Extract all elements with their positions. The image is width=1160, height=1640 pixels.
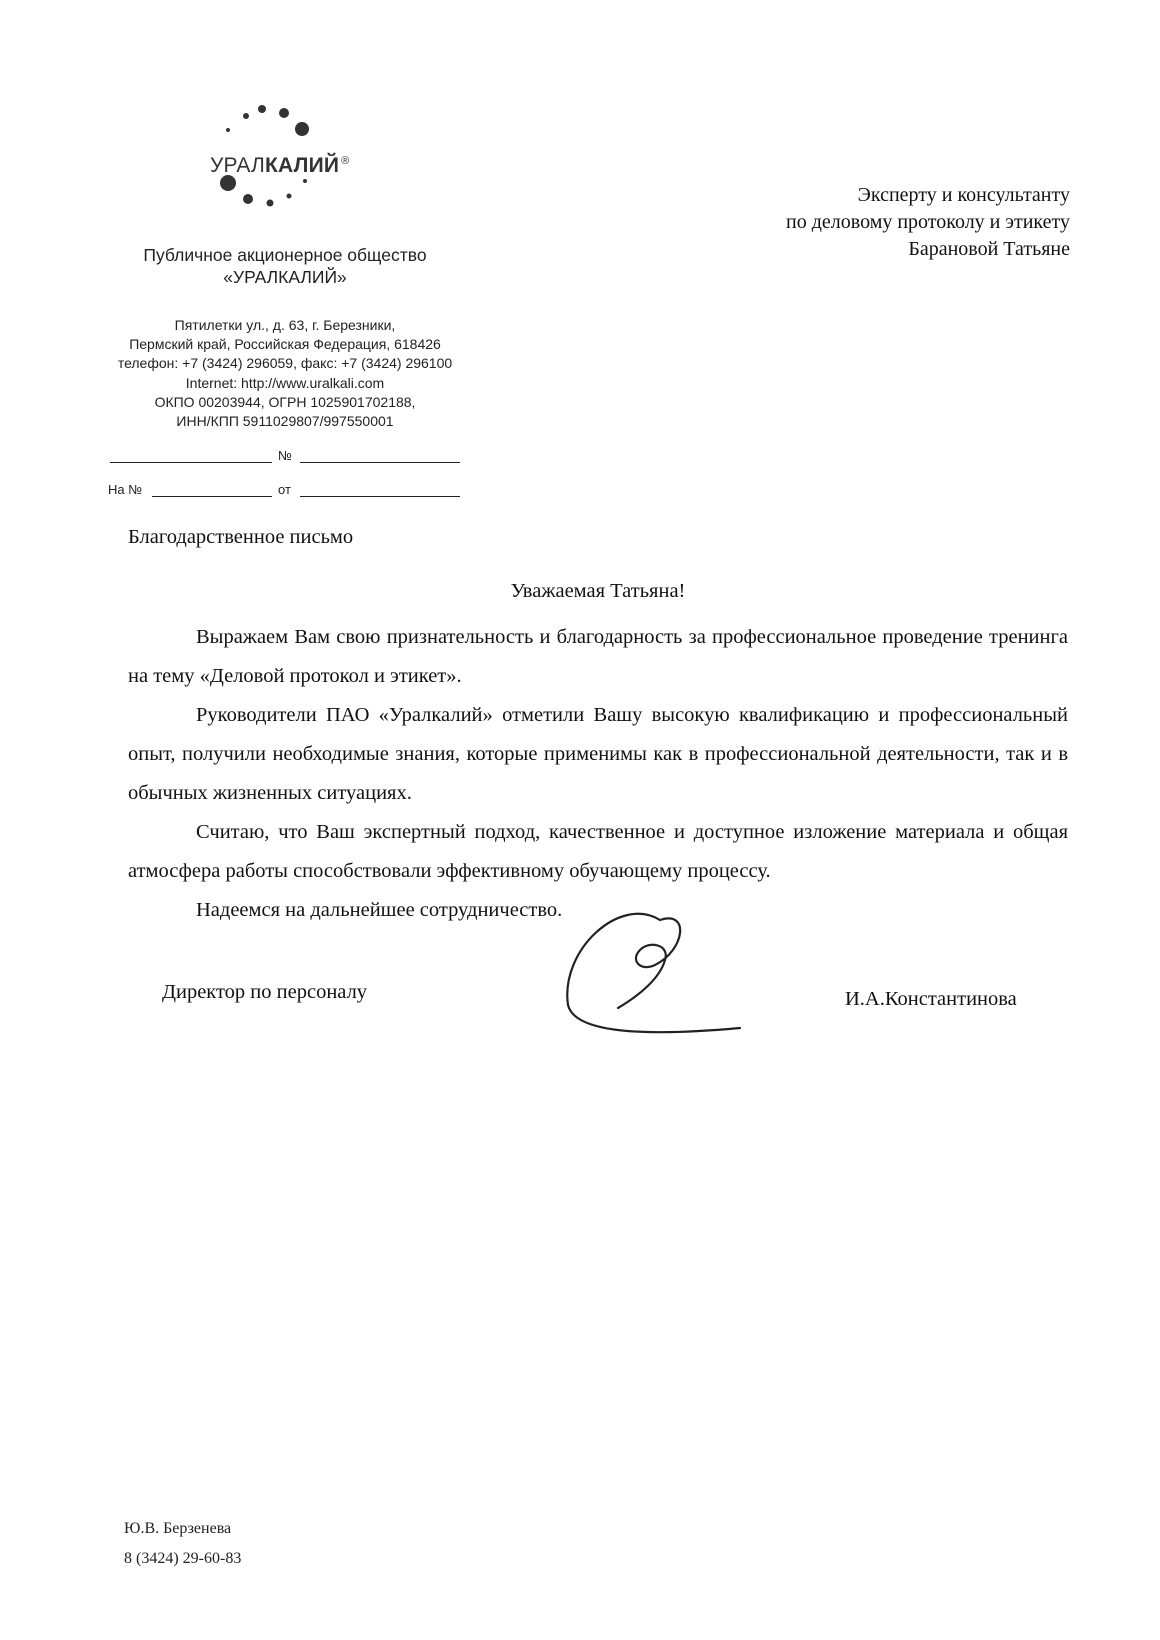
letter-body [128,618,1068,930]
handwritten-signature [560,900,760,1040]
registered-mark: ® [341,155,350,167]
reg-date-line [110,462,272,463]
body-paragraph: Выражаем Вам свою признательность и благодарность за профессиональное проведение тренинга на тему «Деловой протокол и этикет». [128,626,1068,687]
salutation: Уважаемая Татьяна! [510,580,686,602]
addressee-block [786,182,1070,263]
ref-from-line [300,496,460,497]
contact-line: ИНН/КПП 5911029807/997550001 [176,413,394,430]
letter-title: Благодарственное письмо [128,526,354,548]
contact-line: ОКПО 00203944, ОГРН 1025901702188, [154,393,416,410]
org-block [110,244,460,288]
addressee-line: по деловому протоколу и этикету [786,211,1070,233]
ref-from-label: от [278,482,291,497]
body-paragraph: Руководители ПАО «Уралкалий» отметили Вашу высокую квалификацию и профессиональный опыт, получили необходимые знания, которые применимы как в профессиональной деятельности, так и в обычных жизненных ситуациях. [128,704,1068,804]
contact-line: телефон: +7 (3424) 296059, факс: +7 (3424) 296100 [117,355,453,372]
reg-no-line [300,462,460,463]
signer-title: Директор по персоналу [162,981,368,1003]
org-name: «УРАЛКАЛИЙ» [223,267,347,287]
ref-no-line [152,496,272,497]
reg-no-label: № [278,448,292,463]
logo-text-bold: КАЛИЙ [265,154,340,177]
body-paragraph: Надеемся на дальнейшее сотрудничество. [196,899,563,921]
signer-name: И.А.Константинова [845,988,1017,1010]
org-contacts [100,316,470,431]
ref-no-label: На № [108,482,143,497]
addressee-name: Барановой Татьяне [908,238,1070,260]
executor-block [124,1514,241,1574]
org-type: Публичное акционерное общество [143,245,427,265]
addressee-line: Эксперту и консультанту [857,184,1070,206]
logo-text-light: УРАЛ [210,154,265,177]
contact-line: Пермский край, Российская Федерация, 618426 [129,336,441,353]
uralkali-logo-wordmark [210,154,349,178]
contact-line: Пятилетки ул., д. 63, г. Березники, [174,317,396,333]
executor-phone: 8 (3424) 29-60-83 [124,1550,242,1567]
contact-line: Internet: http://www.uralkali.com [185,374,385,391]
body-paragraph: Считаю, что Ваш экспертный подход, качественное и доступное изложение материала и общая атмосфера работы способствовали эффективному обучающему процессу. [128,821,1068,882]
executor-name: Ю.В. Берзенева [124,1520,232,1537]
